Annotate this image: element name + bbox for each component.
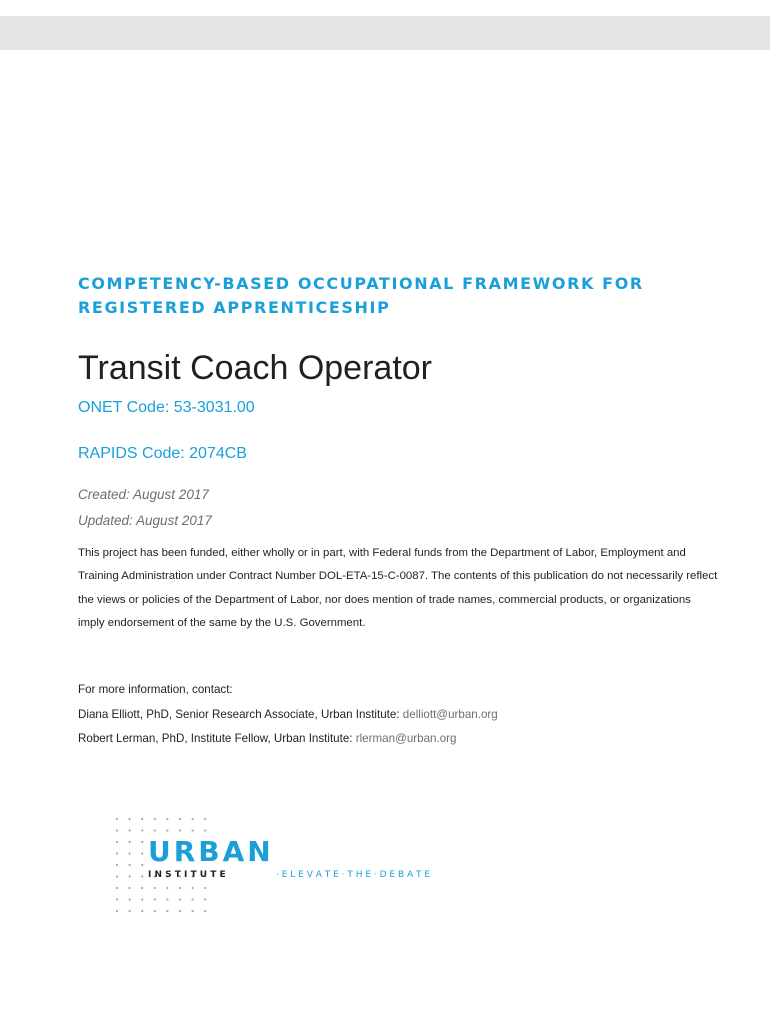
logo-dot [141,864,143,866]
contact-name: Diana Elliott, PhD, Senior Research Associate, Urban Institute: [78,708,403,721]
onet-code: ONET Code: 53-3031.00 [78,399,255,416]
logo-dot [116,875,118,877]
logo-dot [129,852,131,854]
logo-dot [141,829,143,831]
logo-dot [129,829,131,831]
logo-dot [154,818,156,820]
contact-email-link[interactable]: delliott@urban.org [402,708,498,721]
logo-institute: I N S T I T U T E [148,870,226,880]
logo-dot [116,829,118,831]
logo-dot [179,818,181,820]
logo-dot [166,829,168,831]
logo-dot [116,887,118,889]
logo-dot [129,875,131,877]
rapids-code: RAPIDS Code: 2074CB [78,445,247,462]
logo-dot [192,829,194,831]
logo-dot [204,818,206,820]
logo-dot [166,898,168,900]
logo-tagline: · E L E V A T E · T H E · D E B A T E [276,870,431,880]
logo-dot [129,910,131,912]
kicker-line-2: REGISTERED APPRENTICESHIP [78,298,391,317]
logo-dot [192,887,194,889]
logo-dot [141,875,143,877]
logo-dot [192,818,194,820]
funding-disclaimer: This project has been funded, either wholly or in part, with Federal funds from the Department of Labor, Employment and Training Administration under Contract Number DOL-ETA-15-C-0087. The contents of this publication do not necessarily reflect the views or policies of the Department of Labor, nor does mention of trade names, commercial products, or organizations imply endorsement of the same by the U.S. Government. [78,547,718,629]
logo-dot [179,887,181,889]
logo-dot [204,898,206,900]
logo-dot [141,887,143,889]
top-gray-bar [0,16,770,50]
logo-dot [166,818,168,820]
logo-dot [179,910,181,912]
contact-name: Robert Lerman, PhD, Institute Fellow, Urban Institute: [78,732,356,745]
contact-email-link[interactable]: rlerman@urban.org [355,732,457,745]
logo-dot [141,898,143,900]
logo-dot [179,829,181,831]
updated-date: Updated: August 2017 [78,513,212,528]
page-title: Transit Coach Operator [78,349,432,387]
logo-dot [154,898,156,900]
logo-dot [154,887,156,889]
logo-dot [204,829,206,831]
logo-dot [116,864,118,866]
logo-dot [154,829,156,831]
logo-dot [129,864,131,866]
logo-dot [192,910,194,912]
logo-dot [129,887,131,889]
logo-dot [204,887,206,889]
logo-dot [141,910,143,912]
kicker-line-1: COMPETENCY-BASED OCCUPATIONAL FRAMEWORK FOR [78,274,644,293]
contact-intro: For more information, contact: [78,683,233,696]
logo-dot [129,818,131,820]
logo-dot [166,887,168,889]
contact-diana-elliott [78,706,498,724]
logo-dot [141,852,143,854]
logo-wordmark: URBAN [148,835,274,868]
logo-dot [154,910,156,912]
logo-dot [116,818,118,820]
framework-kicker [78,272,718,320]
logo-dot [116,841,118,843]
logo-dot [129,898,131,900]
logo-dot [116,910,118,912]
logo-dot [204,910,206,912]
logo-dot [141,841,143,843]
logo-dot [141,818,143,820]
contact-robert-lerman [78,730,456,748]
logo-dot [179,898,181,900]
logo-dot [166,910,168,912]
urban-institute-logo [113,815,533,920]
logo-dot [116,898,118,900]
logo-dot [116,852,118,854]
created-date: Created: August 2017 [78,487,209,502]
logo-dot [129,841,131,843]
logo-dot [192,898,194,900]
